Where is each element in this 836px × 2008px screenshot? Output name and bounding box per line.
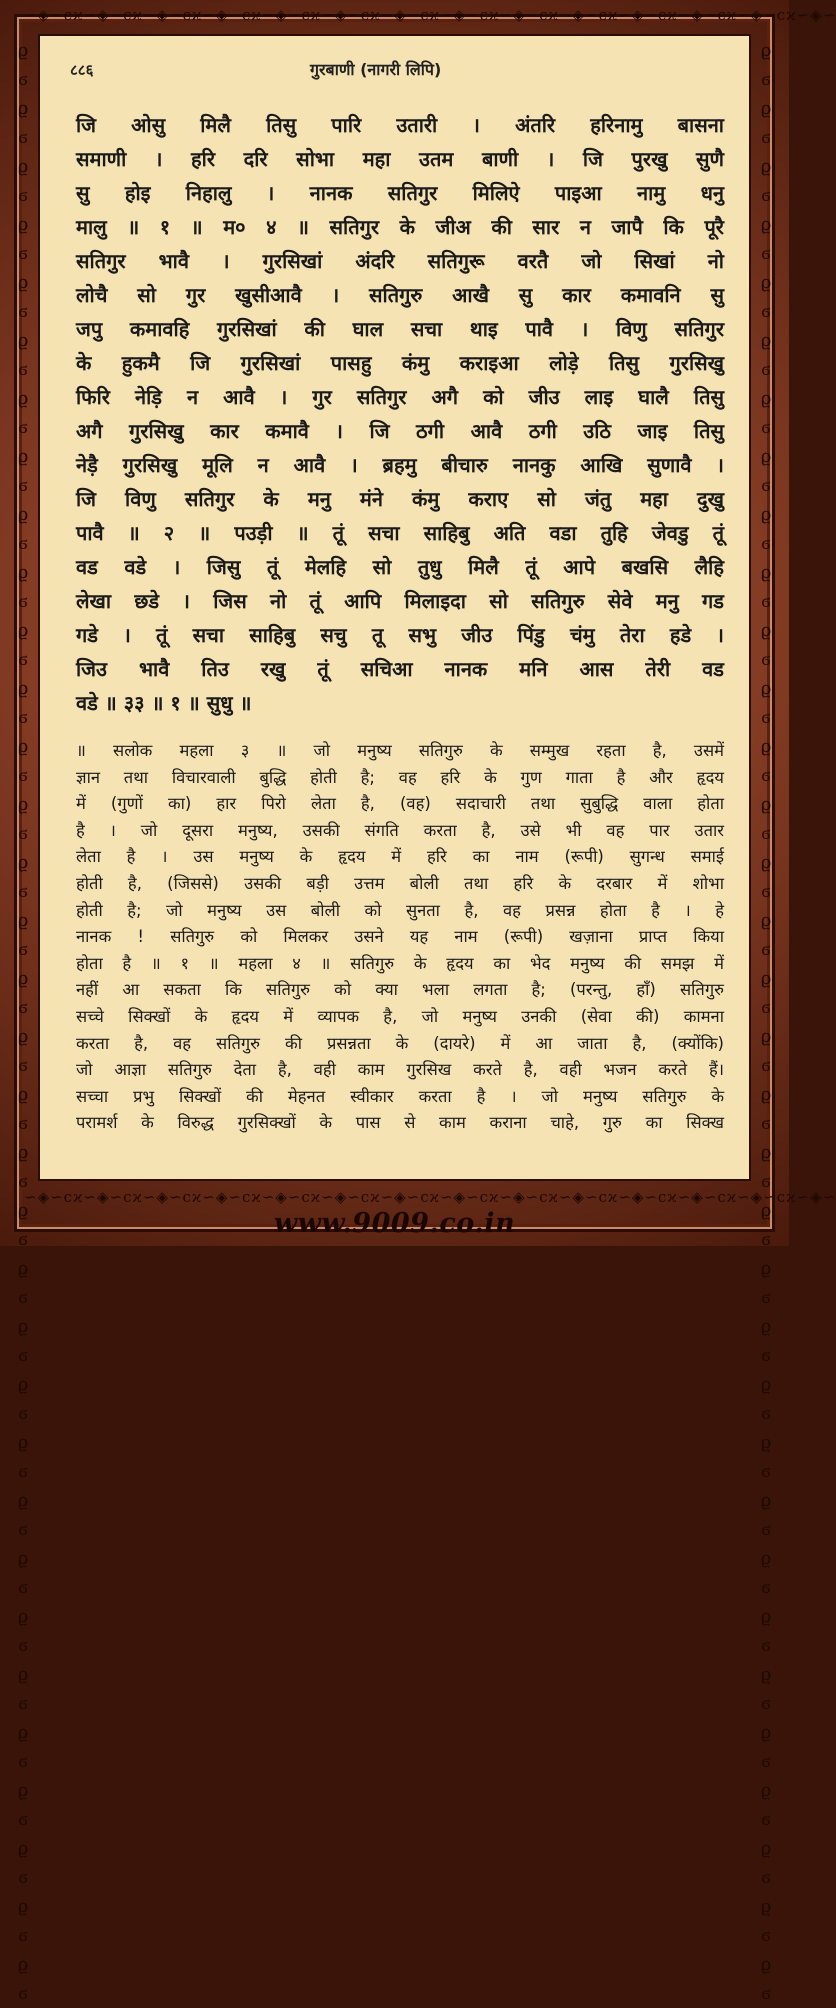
gurbani-line: के हुकमै जि गुरसिखां पासहु कंमु कराइआ लोड़े तिसु गुरसिखु [76,351,724,375]
page-number: ८८६ [70,61,94,79]
translation-line: होती है, (जिससे) उसकी बड़ी उत्तम बोली तथा हरि के दरबार में शोभा [76,873,724,893]
gurbani-line: गडे । तूं सचा साहिबु सचु तू सभु जीउ पिंडु चंमु तेरा हडे । [76,623,724,647]
translation-line: में (गुणों का) हार पिरो लेता है, (वह) सदाचारी तथा सुबुद्धि वाला होता [76,794,724,814]
gurbani-line: फिरि नेड़ि न आवै । गुर सतिगुर अगै को जीउ लाइ घालै तिसु [76,385,724,409]
gurbani-line: लेखा छडे । जिस नो तूं आपि मिलाइदा सो सतिगुरु सेवे मनु गड [76,589,724,613]
translation-line: नहीं आ सकता कि सतिगुरु को क्या भला लगता है; (परन्तु, हाँ) सतिगुरु [76,980,724,1000]
top-ornament: ∽◈∽ϲϰ∽◈∽ϲϰ∽◈∽ϲϰ∽◈∽ϲϰ∽◈∽ϲϰ∽◈∽ϲϰ∽◈∽ϲϰ∽◈∽ϲϰ∽◈∽ϲϰ∽◈∽ϲϰ∽◈∽ϲϰ∽◈∽ϲϰ∽◈∽ϲϰ∽◈∽ [24,6,836,24]
translation-line: लेता है । उस मनुष्य के हृदय में हरि का नाम (रूपी) सुगन्ध समाई [76,847,724,867]
hindi-translation [76,738,724,1137]
gurbani-line: जि ओसु मिलै तिसु पारि उतारी । अंतरि हरिनामु बासना [76,113,724,137]
translation-line: सच्चे सिक्खों के हृदय में व्यापक है, जो मनुष्य उनकी (सेवा की) कामना [76,1006,724,1026]
translation-line: होता है ॥ १ ॥ महला ४ ॥ सतिगुरु के हृदय का भेद मनुष्य की समझ में [76,953,724,973]
gurbani-line: सतिगुर भावै । गुरसिखां अंदरि सतिगुरू वरतै जो सिखां नो [76,249,724,273]
footer [0,1206,789,1246]
gurbani-text [76,108,724,720]
translation-line: नानक ! सतिगुरु को मिलकर उसने यह नाम (रूपी) खज़ाना प्राप्त किया [76,927,724,947]
translation-line: है । जो दूसरा मनुष्य, उसकी संगति करता है, उसे भी वह पार उतार [76,820,724,840]
gurbani-line: जिउ भावै तिउ रखु तूं सचिआ नानक मनि आस तेरी वड [76,657,724,681]
gurbani-line: मालु ॥ १ ॥ म० ४ ॥ सतिगुर के जीअ की सार न जापै कि पूरै [76,215,724,239]
right-ornament: ϱϭϱϭϱϭϱϭϱϭϱϭϱϭϱϭϱϭϱϭϱϭϱϭϱϭϱϭϱϭϱϭϱϭϱϭϱϭϱϭϱϭϱϭϱϭϱϭϱϭϱϭϱϭϱϭϱϭϱϭϱϭϱϭϱϭϱϭ [760,40,772,2004]
translation-line: सच्चा प्रभु सिक्खों की मेहनत स्वीकार करता है । जो मनुष्य सतिगुरु के [76,1086,724,1106]
gurbani-line: वडे ॥ ३३ ॥ १ ॥ सुधु ॥ [76,691,252,715]
gurbani-line: पावै ॥ २ ॥ पउड़ी ॥ तूं सचा साहिबु अति वडा तुहि जेवडु तूं [76,521,724,545]
scripture-page [38,34,751,1181]
gurbani-line: जि विणु सतिगुर के मनु मंने कंमु कराए सो जंतु महा दुखु [76,487,724,511]
gurbani-line: नेड़ै गुरसिखु मूलि न आवै । ब्रहमु बीचारु नानकु आखि सुणावै । [76,453,724,477]
gurbani-line: अगै गुरसिखु कार कमावै । जि ठगी आवै ठगी उठि जाइ तिसु [76,419,724,443]
page-header [40,56,749,84]
left-ornament: ϱϭϱϭϱϭϱϭϱϭϱϭϱϭϱϭϱϭϱϭϱϭϱϭϱϭϱϭϱϭϱϭϱϭϱϭϱϭϱϭϱϭϱϭϱϭϱϭϱϭϱϭϱϭϱϭϱϭϱϭϱϭϱϭϱϭϱϭ [17,40,29,2004]
translation-line: करता है, वह सतिगुरु की प्रसन्नता के (दायरे) में आ जाता है, (क्योंकि) [76,1033,724,1053]
gurbani-line: वड वडे । जिसु तूं मेलहि सो तुधु मिलै तूं आपे बखसि लैहि [76,555,724,579]
translation-line: ॥ सलोक महला ३ ॥ जो मनुष्य सतिगुरु के सम्मुख रहता है, उसमें [76,741,724,760]
translation-line: जो आज्ञा सतिगुरु देता है, वही काम गुरसिख करते है, वही भजन करते हैं। [76,1060,724,1080]
translation-line: होती है; जो मनुष्य उस बोली को सुनता है, वह प्रसन्न होता है । हे [76,900,724,920]
translation-line: परामर्श के विरुद्ध गुरसिक्खों के पास से काम कराना चाहे, गुरु का सिक्ख [76,1113,724,1133]
gurbani-line: जपु कमावहि गुरसिखां की घाल सचा थाइ पावै । विणु सतिगुर [76,317,724,341]
translation-line: ज्ञान तथा विचारवाली बुद्धि होती है; वह हरि के गुण गाता है और हृदय [76,767,724,787]
website-url[interactable]: www.9009.co.in [273,1208,516,1239]
gurbani-line: लोचै सो गुर खुसीआवै । सतिगुरु आखै सु कार कमावनि सु [76,283,724,307]
bottom-ornament: ∽◈∽ϲϰ∽◈∽ϲϰ∽◈∽ϲϰ∽◈∽ϲϰ∽◈∽ϲϰ∽◈∽ϲϰ∽◈∽ϲϰ∽◈∽ϲϰ∽◈∽ϲϰ∽◈∽ϲϰ∽◈∽ϲϰ∽◈∽ϲϰ∽◈∽ϲϰ∽◈∽ [24,1188,836,1206]
gurbani-line: सु होइ निहालु । नानक सतिगुर मिलिऐ पाइआ नामु धनु [76,181,724,205]
gurbani-line: समाणी । हरि दरि सोभा महा उतम बाणी । जि पुरखु सुणै [76,147,724,171]
running-title: गुरबाणी (नागरी लिपि) [310,60,442,79]
